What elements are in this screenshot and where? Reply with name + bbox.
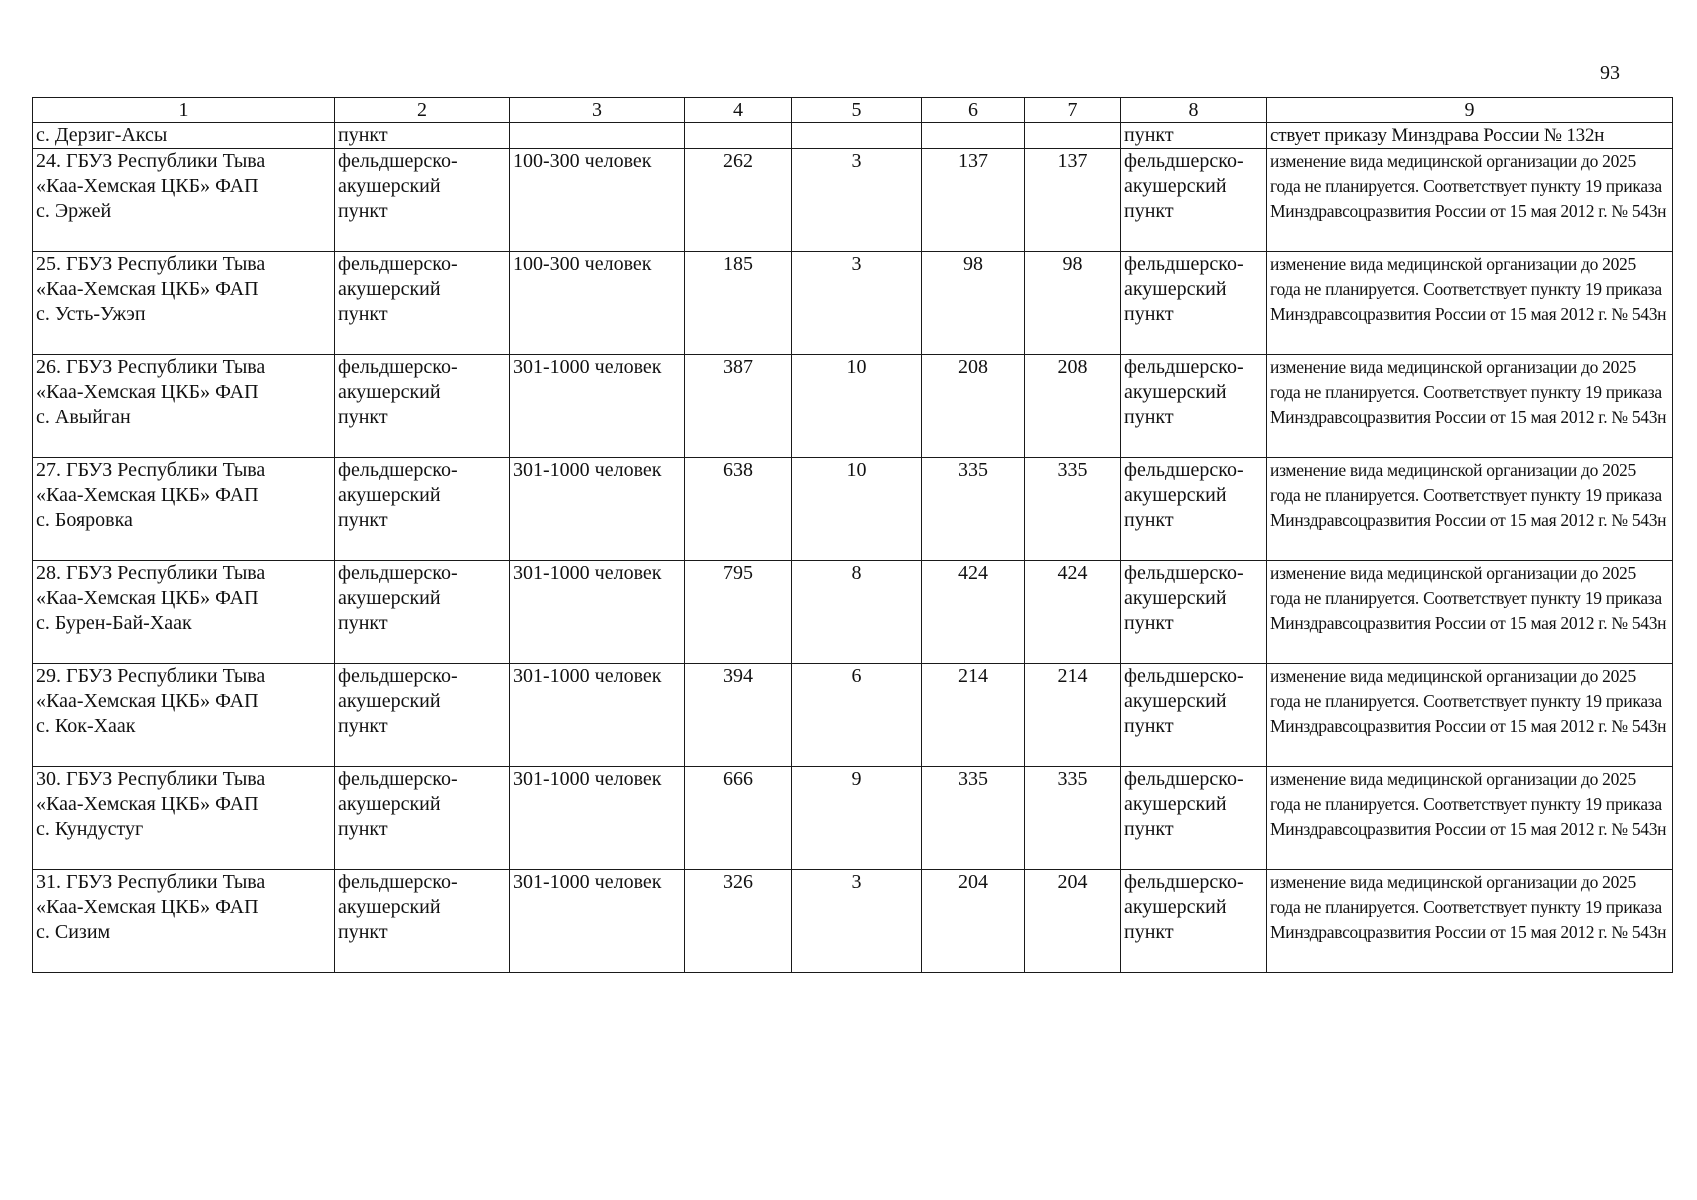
comment-cell: изменение вида медицинской организации до 2025 года не планируется. Соответствует пункту 19 приказа Минздравсоцразвития России от 15 мая 2012 г. № 543н [1267,355,1673,458]
table-body [33,98,1673,973]
planned-type-cell: фельдшерско- акушерский пункт [1121,767,1267,870]
column-number: 2 [335,98,510,123]
current-type-cell: фельдшерско- акушерский пункт [335,355,510,458]
current-type-cell: фельдшерско- акушерский пункт [335,252,510,355]
value-cell-6: 204 [922,870,1025,973]
comment-cell: изменение вида медицинской организации до 2025 года не планируется. Соответствует пункту 19 приказа Минздравсоцразвития России от 15 мая 2012 г. № 543н [1267,252,1673,355]
population-cell: 638 [685,458,792,561]
facility-name-cell: 30. ГБУЗ Республики Тыва «Каа-Хемская ЦКБ» ФАП с. Кундустуг [33,767,335,870]
value-cell-7: 335 [1025,767,1121,870]
value-cell-6: 424 [922,561,1025,664]
distance-cell: 9 [792,767,922,870]
column-number: 4 [685,98,792,123]
facility-name-cell: 29. ГБУЗ Республики Тыва «Каа-Хемская ЦКБ» ФАП с. Кок-Хаак [33,664,335,767]
current-type-cell: фельдшерско- акушерский пункт [335,561,510,664]
population-cell: 387 [685,355,792,458]
value-cell-6: 208 [922,355,1025,458]
distance-cell: 10 [792,355,922,458]
column-number: 8 [1121,98,1267,123]
table-row [33,149,1673,252]
population-cell [685,123,792,149]
facility-name-cell: 26. ГБУЗ Республики Тыва «Каа-Хемская ЦКБ» ФАП с. Авыйган [33,355,335,458]
population-cell: 666 [685,767,792,870]
current-type-cell: пункт [335,123,510,149]
current-type-cell: фельдшерско- акушерский пункт [335,767,510,870]
planned-type-cell: фельдшерско- акушерский пункт [1121,355,1267,458]
planned-type-cell: фельдшерско- акушерский пункт [1121,561,1267,664]
distance-cell: 3 [792,149,922,252]
comment-cell: изменение вида медицинской организации до 2025 года не планируется. Соответствует пункту 19 приказа Минздравсоцразвития России от 15 мая 2012 г. № 543н [1267,458,1673,561]
table-row [33,767,1673,870]
population-cell: 795 [685,561,792,664]
comment-cell: изменение вида медицинской организации до 2025 года не планируется. Соответствует пункту 19 приказа Минздравсоцразвития России от 15 мая 2012 г. № 543н [1267,664,1673,767]
value-cell-7: 208 [1025,355,1121,458]
population-range-cell: 301-1000 человек [510,767,685,870]
table-row [33,355,1673,458]
value-cell-6: 335 [922,458,1025,561]
planned-type-cell: фельдшерско- акушерский пункт [1121,458,1267,561]
distance-cell: 10 [792,458,922,561]
planned-type-cell: фельдшерско- акушерский пункт [1121,252,1267,355]
value-cell-7: 335 [1025,458,1121,561]
population-cell: 394 [685,664,792,767]
value-cell-7: 424 [1025,561,1121,664]
facility-name-cell: 28. ГБУЗ Республики Тыва «Каа-Хемская ЦКБ» ФАП с. Бурен-Бай-Хаак [33,561,335,664]
distance-cell: 3 [792,252,922,355]
table-row [33,870,1673,973]
facility-name-cell: 31. ГБУЗ Республики Тыва «Каа-Хемская ЦКБ» ФАП с. Сизим [33,870,335,973]
facility-name-cell: 25. ГБУЗ Республики Тыва «Каа-Хемская ЦКБ» ФАП с. Усть-Ужэп [33,252,335,355]
distance-cell: 6 [792,664,922,767]
page-number: 93 [1600,62,1620,84]
column-number-row [33,98,1673,123]
population-range-cell: 100-300 человек [510,252,685,355]
planned-type-cell: фельдшерско- акушерский пункт [1121,664,1267,767]
value-cell-7: 137 [1025,149,1121,252]
table-row [33,664,1673,767]
population-range-cell: 301-1000 человек [510,458,685,561]
current-type-cell: фельдшерско- акушерский пункт [335,458,510,561]
column-number: 7 [1025,98,1121,123]
distance-cell [792,123,922,149]
planned-type-cell: фельдшерско- акушерский пункт [1121,149,1267,252]
comment-cell: изменение вида медицинской организации до 2025 года не планируется. Соответствует пункту 19 приказа Минздравсоцразвития России от 15 мая 2012 г. № 543н [1267,870,1673,973]
current-type-cell: фельдшерско- акушерский пункт [335,664,510,767]
planned-type-cell: пункт [1121,123,1267,149]
column-number: 9 [1267,98,1673,123]
column-number: 1 [33,98,335,123]
comment-cell: изменение вида медицинской организации до 2025 года не планируется. Соответствует пункту 19 приказа Минздравсоцразвития России от 15 мая 2012 г. № 543н [1267,149,1673,252]
population-range-cell: 301-1000 человек [510,870,685,973]
column-number: 3 [510,98,685,123]
value-cell-7: 98 [1025,252,1121,355]
column-number: 5 [792,98,922,123]
population-range-cell: 100-300 человек [510,149,685,252]
value-cell-6: 335 [922,767,1025,870]
comment-cell: изменение вида медицинской организации до 2025 года не планируется. Соответствует пункту 19 приказа Минздравсоцразвития России от 15 мая 2012 г. № 543н [1267,767,1673,870]
current-type-cell: фельдшерско- акушерский пункт [335,149,510,252]
facility-name-cell: с. Дерзиг-Аксы [33,123,335,149]
comment-cell: изменение вида медицинской организации до 2025 года не планируется. Соответствует пункту 19 приказа Минздравсоцразвития России от 15 мая 2012 г. № 543н [1267,561,1673,664]
planned-type-cell: фельдшерско- акушерский пункт [1121,870,1267,973]
column-number: 6 [922,98,1025,123]
value-cell-6 [922,123,1025,149]
value-cell-6: 214 [922,664,1025,767]
value-cell-7: 204 [1025,870,1121,973]
population-range-cell: 301-1000 человек [510,561,685,664]
value-cell-7: 214 [1025,664,1121,767]
facility-name-cell: 27. ГБУЗ Республики Тыва «Каа-Хемская ЦКБ» ФАП с. Бояровка [33,458,335,561]
table-row [33,252,1673,355]
table-row [33,458,1673,561]
population-cell: 185 [685,252,792,355]
facilities-table [32,97,1673,973]
value-cell-6: 137 [922,149,1025,252]
value-cell-6: 98 [922,252,1025,355]
table-row [33,561,1673,664]
population-cell: 262 [685,149,792,252]
comment-cell: ствует приказу Минздрава России № 132н [1267,123,1673,149]
population-range-cell [510,123,685,149]
distance-cell: 8 [792,561,922,664]
continued-row [33,123,1673,149]
facility-name-cell: 24. ГБУЗ Республики Тыва «Каа-Хемская ЦКБ» ФАП с. Эржей [33,149,335,252]
value-cell-7 [1025,123,1121,149]
distance-cell: 3 [792,870,922,973]
current-type-cell: фельдшерско- акушерский пункт [335,870,510,973]
population-cell: 326 [685,870,792,973]
population-range-cell: 301-1000 человек [510,355,685,458]
population-range-cell: 301-1000 человек [510,664,685,767]
